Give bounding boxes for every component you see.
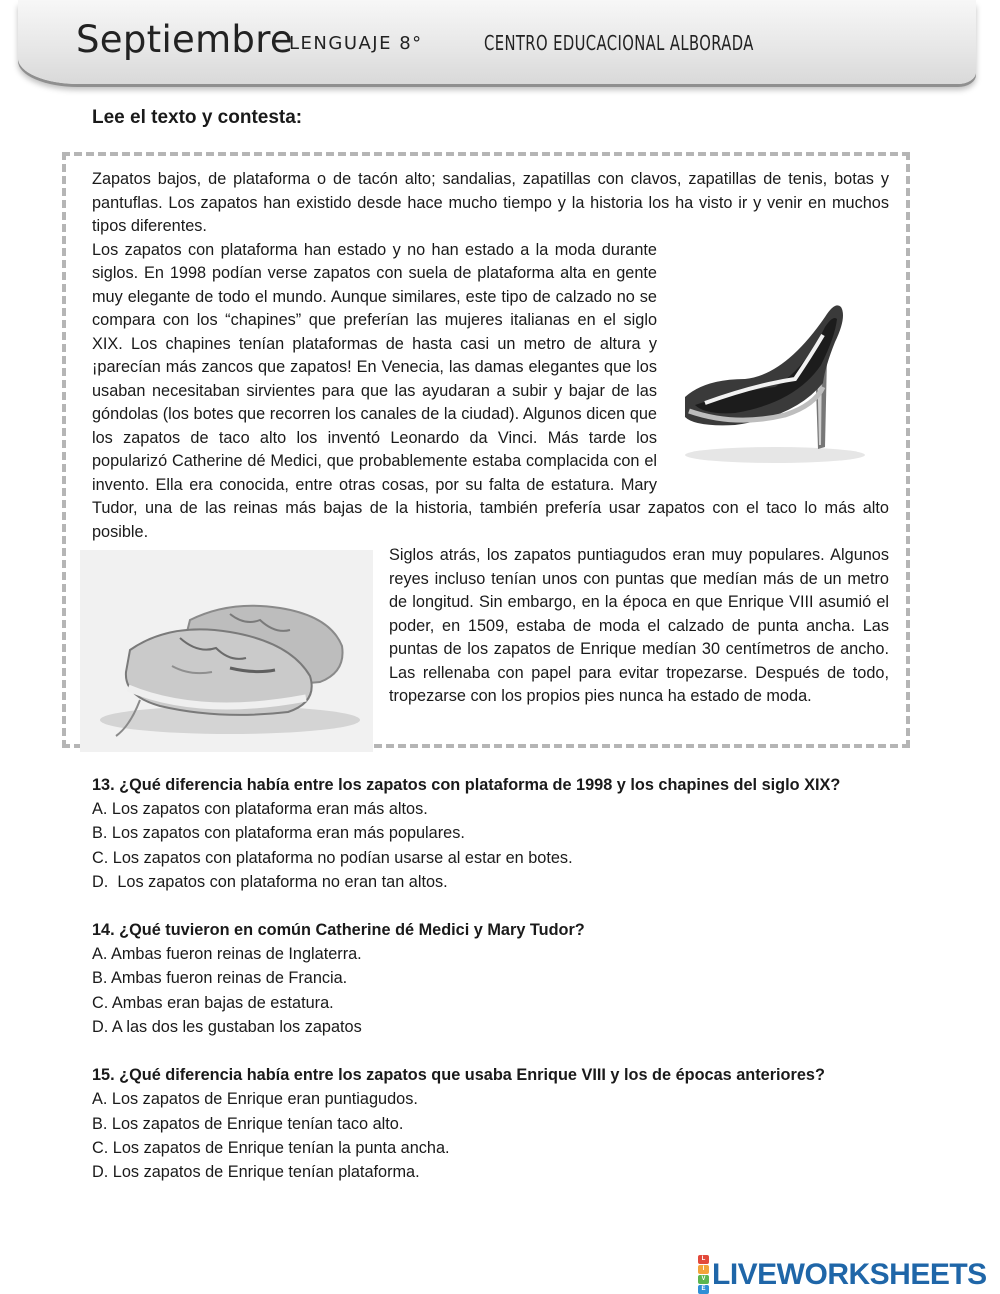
header-banner <box>18 0 976 84</box>
sneakers-icon <box>80 550 373 752</box>
question-title: 15. ¿Qué diferencia había entre los zapatos que usaba Enrique VIII y los de épocas anteriores? <box>92 1066 825 1085</box>
badge-letter: I <box>698 1265 709 1274</box>
badge-letter: V <box>698 1275 709 1284</box>
answer-option[interactable]: D. Los zapatos de Enrique tenían plataforma. <box>92 1163 420 1182</box>
answer-option[interactable]: C. Los zapatos con plataforma no podían usarse al estar en botes. <box>92 848 573 867</box>
answer-option[interactable]: A. Ambas fueron reinas de Inglaterra. <box>92 945 362 964</box>
logo-text: LIVEWORKSHEETS <box>712 1257 987 1291</box>
question-13 <box>92 773 912 894</box>
reading-passage <box>92 168 889 756</box>
logo-badge-icon <box>698 1255 709 1294</box>
paragraph-2-wrapper <box>92 239 889 545</box>
instruction-heading: Lee el texto y contesta: <box>92 107 303 128</box>
paragraph-3-wrapper <box>92 544 889 709</box>
answer-option[interactable]: C. Los zapatos de Enrique tenían la punta ancha. <box>92 1138 450 1157</box>
badge-letter: L <box>698 1255 709 1264</box>
answer-option[interactable]: B. Los zapatos con plataforma eran más populares. <box>92 824 465 843</box>
paragraph-2: Los zapatos con plataforma han estado y no han estado a la moda durante siglos. En 1998 podían verse zapatos con suela de plataforma alta en gente muy elegante de todo el mundo. Aunque similares, este tipo de calzado no se compara con los “chapines” que preferían las mujeres italianas en el siglo XIX. Los chapines tenían plataformas de hasta casi un metro de altura y ¡parecían más zancos que zapatos! En Venecia, las damas elegantes que los usaban necesitaban sirvientes para que las ayudaran a subir y bajar de las góndolas (los botes que recorren los canales de la ciudad). Algunos dicen que los zapatos de taco alto los inventó Leonardo da Vinci. Más tarde los popularizó Catherine dé Medici, que probablemente estaba complacida con el invento. Ella era conocida, entre otras cosas, por su falta de estatura. Mary Tudor, una de las reinas más bajas de la historia, también prefería usar zapatos con el taco lo más alto posible. <box>92 240 889 541</box>
question-15 <box>92 1063 912 1184</box>
answer-option[interactable]: B. Los zapatos de Enrique tenían taco alto. <box>92 1114 404 1133</box>
paragraph-1: Zapatos bajos, de plataforma o de tacón alto; sandalias, zapatillas con clavos, zapatillas de tenis, botas y pantuflas. Los zapatos han existido desde hace mucho tiempo y la historia los ha visto ir y venir en muchos tipos diferentes. <box>92 170 889 235</box>
questions-section <box>92 773 912 1209</box>
question-title: 13. ¿Qué diferencia había entre los zapatos con plataforma de 1998 y los chapines del siglo XIX? <box>92 776 841 794</box>
answer-option[interactable]: A. Los zapatos con plataforma eran más altos. <box>92 800 428 818</box>
question-14 <box>92 918 912 1039</box>
subject-label: LENGUAJE 8° <box>289 33 423 54</box>
answer-option[interactable]: D. A las dos les gustaban los zapatos <box>92 1018 362 1037</box>
page-title: Septiembre <box>76 18 293 61</box>
high-heel-icon <box>675 287 890 477</box>
sneakers-image <box>80 550 373 752</box>
answer-option[interactable]: A. Los zapatos de Enrique eran puntiagudos. <box>92 1090 418 1109</box>
high-heel-shoe-image <box>675 287 890 477</box>
answer-option[interactable]: D. Los zapatos con plataforma no eran tan altos. <box>92 872 448 891</box>
paragraph-3: Siglos atrás, los zapatos puntiagudos eran muy populares. Algunos reyes incluso tenían unos con puntas que medían más de un metro de longitud. Sin embargo, en la época en que Enrique VIII asumió el poder, en 1509, estaba de moda el calzado de punta ancha. Las puntas de los zapatos de Enrique medían 30 centímetros de ancho. Las rellenaba con papel para evitar tropezarse. Después de todo, tropezarse con los propios pies nunca ha estado de moda. <box>389 546 889 705</box>
school-name: CENTRO EDUCACIONAL ALBORADA <box>484 31 754 55</box>
question-title: 14. ¿Qué tuvieron en común Catherine dé Medici y Mary Tudor? <box>92 921 585 940</box>
answer-option[interactable]: C. Ambas eran bajas de estatura. <box>92 993 334 1012</box>
answer-option[interactable]: B. Ambas fueron reinas de Francia. <box>92 969 348 988</box>
liveworksheets-logo[interactable] <box>698 1255 987 1294</box>
badge-letter: E <box>698 1285 709 1294</box>
